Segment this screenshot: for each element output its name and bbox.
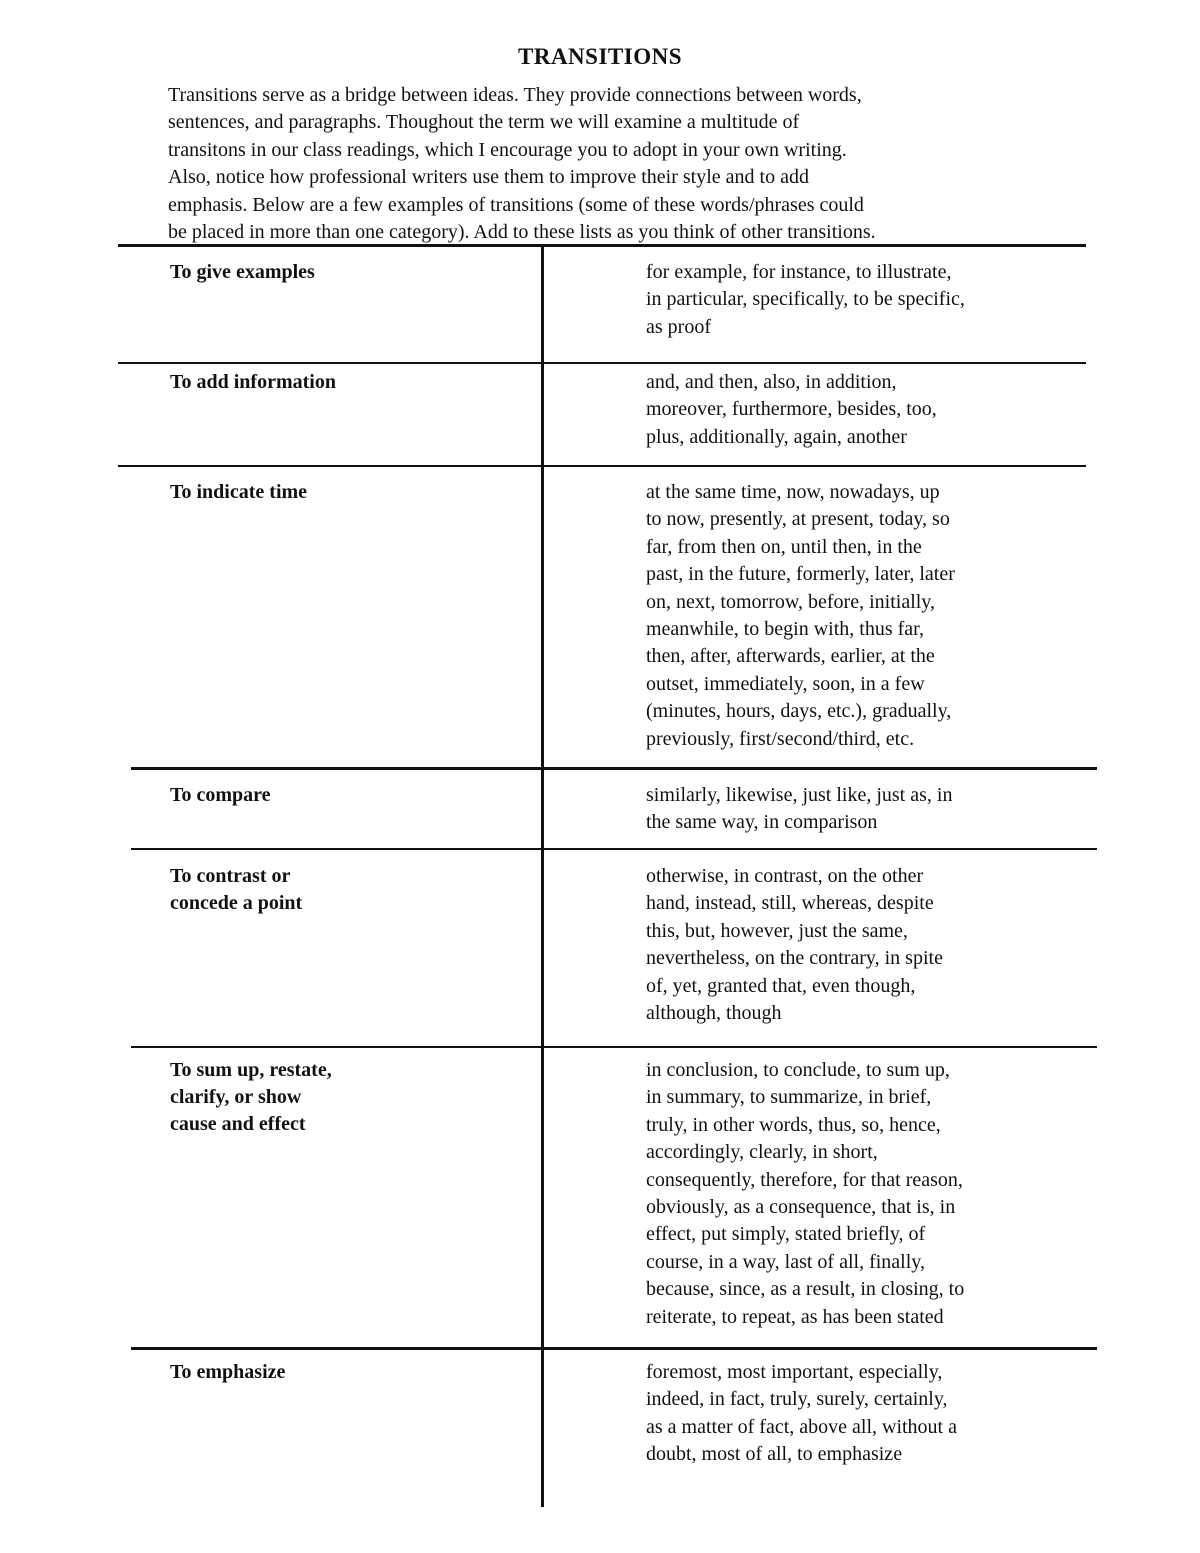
category-compare <box>170 782 271 809</box>
row-divider <box>118 362 1086 364</box>
category-label: clarify, or show <box>170 1086 302 1109</box>
page-title: TRANSITIONS <box>518 44 682 69</box>
intro-line: emphasis. Below are a few examples of transitions (some of these words/phrases could <box>168 193 864 216</box>
category-contrast <box>170 863 302 917</box>
category-label: To compare <box>170 784 271 806</box>
category-label: To sum up, restate, <box>170 1059 332 1081</box>
example-line: indeed, in fact, truly, surely, certainly, <box>646 1388 948 1411</box>
example-line: otherwise, in contrast, on the other <box>646 865 924 887</box>
intro-line: Also, notice how professional writers use them to improve their style and to add <box>168 166 809 189</box>
example-line: hand, instead, still, whereas, despite <box>646 892 934 915</box>
category-sum-up <box>170 1057 332 1139</box>
category-label: To contrast or <box>170 865 291 887</box>
example-line: the same way, in comparison <box>646 811 878 834</box>
example-line: foremost, most important, especially, <box>646 1361 943 1383</box>
row-divider <box>131 1046 1097 1048</box>
table-top-rule <box>118 244 1086 247</box>
category-indicate-time <box>170 479 307 506</box>
examples-compare <box>646 782 952 837</box>
example-line: this, but, however, just the same, <box>646 919 908 942</box>
category-label: To indicate time <box>170 481 308 503</box>
example-line: in particular, specifically, to be specific, <box>646 288 965 311</box>
category-label: To emphasize <box>170 1361 286 1383</box>
example-line: to now, presently, at present, today, so <box>646 508 950 531</box>
example-line: reiterate, to repeat, as has been stated <box>646 1305 944 1328</box>
intro-line: Transitions serve as a bridge between ideas. They provide connections between words, <box>168 84 862 106</box>
intro-line: sentences, and paragraphs. Thoughout the term we will examine a multitude of <box>168 111 800 134</box>
example-line: moreover, furthermore, besides, too, <box>646 398 937 421</box>
column-divider <box>541 246 544 1507</box>
examples-sum-up <box>646 1057 964 1331</box>
example-line: of, yet, granted that, even though, <box>646 974 916 997</box>
example-line: in summary, to summarize, in brief, <box>646 1086 932 1109</box>
example-line: similarly, likewise, just like, just as, in <box>646 784 953 806</box>
intro-line: transitons in our class readings, which I encourage you to adopt in your own writing. <box>168 138 847 161</box>
example-line: on, next, tomorrow, before, initially, <box>646 590 936 613</box>
example-line: far, from then on, until then, in the <box>646 535 922 558</box>
row-divider <box>131 1347 1097 1350</box>
examples-contrast <box>646 863 943 1027</box>
example-line: doubt, most of all, to emphasize <box>646 1443 903 1466</box>
example-line: then, after, afterwards, earlier, at the <box>646 645 935 668</box>
example-line: because, since, as a result, in closing, to <box>646 1278 965 1301</box>
example-line: meanwhile, to begin with, thus far, <box>646 618 925 641</box>
example-line: and, and then, also, in addition, <box>646 371 897 393</box>
example-line: accordingly, clearly, in short, <box>646 1141 878 1164</box>
examples-emphasize <box>646 1359 957 1469</box>
example-line: as proof <box>646 315 711 338</box>
example-line: course, in a way, last of all, finally, <box>646 1250 925 1273</box>
example-line: truly, in other words, thus, so, hence, <box>646 1113 941 1136</box>
example-line: past, in the future, formerly, later, later <box>646 563 955 586</box>
example-line: (minutes, hours, days, etc.), gradually, <box>646 700 952 723</box>
example-line: for example, for instance, to illustrate, <box>646 261 952 283</box>
example-line: outset, immediately, soon, in a few <box>646 672 925 695</box>
example-line: obviously, as a consequence, that is, in <box>646 1196 956 1219</box>
example-line: in conclusion, to conclude, to sum up, <box>646 1059 950 1081</box>
row-divider <box>118 465 1086 467</box>
example-line: nevertheless, on the contrary, in spite <box>646 947 943 970</box>
example-line: although, though <box>646 1002 782 1025</box>
row-divider <box>131 767 1097 770</box>
example-line: plus, additionally, again, another <box>646 425 907 448</box>
category-label: concede a point <box>170 892 303 915</box>
category-give-examples <box>170 259 315 286</box>
examples-add-information <box>646 369 937 451</box>
category-emphasize <box>170 1359 285 1386</box>
examples-indicate-time <box>646 479 955 753</box>
category-add-information <box>170 369 336 396</box>
example-line: effect, put simply, stated briefly, of <box>646 1223 926 1246</box>
category-label: To give examples <box>170 261 315 283</box>
category-label: To add information <box>170 371 336 393</box>
example-line: at the same time, now, nowadays, up <box>646 481 940 503</box>
example-line: previously, first/second/third, etc. <box>646 727 915 750</box>
example-line: consequently, therefore, for that reason, <box>646 1168 963 1191</box>
examples-give-examples <box>646 259 965 341</box>
example-line: as a matter of fact, above all, without a <box>646 1415 957 1438</box>
row-divider <box>131 848 1097 850</box>
intro-line: be placed in more than one category). Add to these lists as you think of other transitions. <box>168 221 876 244</box>
intro-paragraph <box>168 82 1028 246</box>
category-label: cause and effect <box>170 1113 306 1136</box>
